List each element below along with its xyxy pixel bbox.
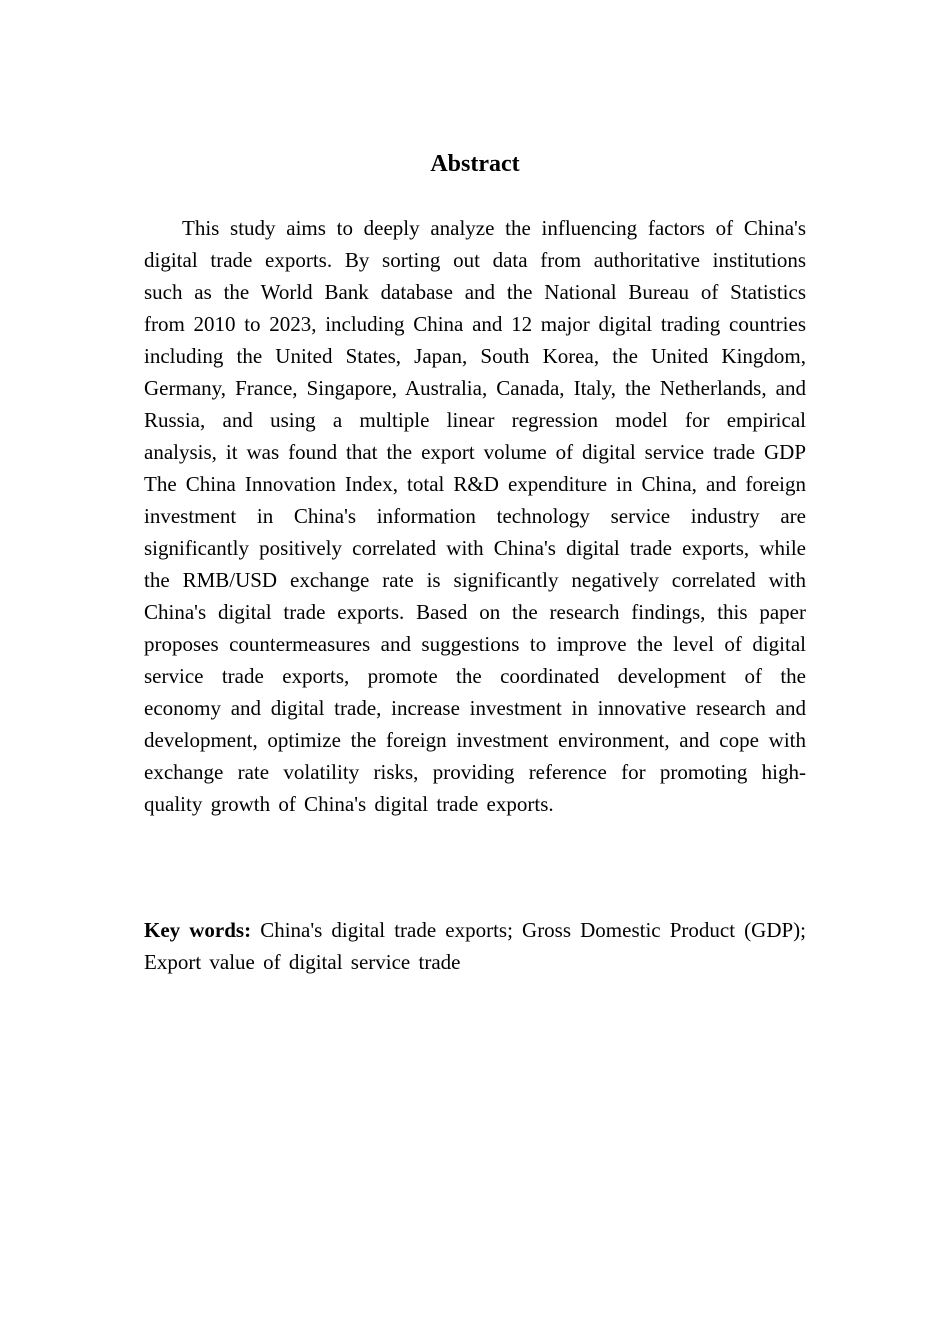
abstract-paragraph: This study aims to deeply analyze the influencing factors of China's digital trade exports. By sorting out data from authoritative institutions such as the World Bank database and the National Bureau of Statistics from 2010 to 2023, including China and 12 major digital trading countries including the United States, Japan, South Korea, the United Kingdom, Germany, France, Singapore, Australia, Canada, Italy, the Netherlands, and Russia, and using a multiple linear regression model for empirical analysis, it was found that the export volume of digital service trade GDP The China Innovation Index, total R&D expenditure in China, and foreign investment in China's information technology service industry are significantly positively correlated with China's digital trade exports, while the RMB/USD exchange rate is significantly negatively correlated with China's digital trade exports. Based on the research findings, this paper proposes countermeasures and suggestions to improve the level of digital service trade exports, promote the coordinated development of the economy and digital trade, increase investment in innovative research and development, optimize the foreign investment environment, and cope with exchange rate volatility risks, providing reference for promoting high-quality growth of China's digital trade exports. <box>144 216 806 816</box>
keywords-paragraph <box>144 914 806 978</box>
keywords-text: China's digital trade exports; Gross Domestic Product (GDP); Export value of digital service trade <box>144 918 806 974</box>
abstract-title: Abstract <box>430 151 520 177</box>
keywords-label: Key words: <box>144 918 252 942</box>
